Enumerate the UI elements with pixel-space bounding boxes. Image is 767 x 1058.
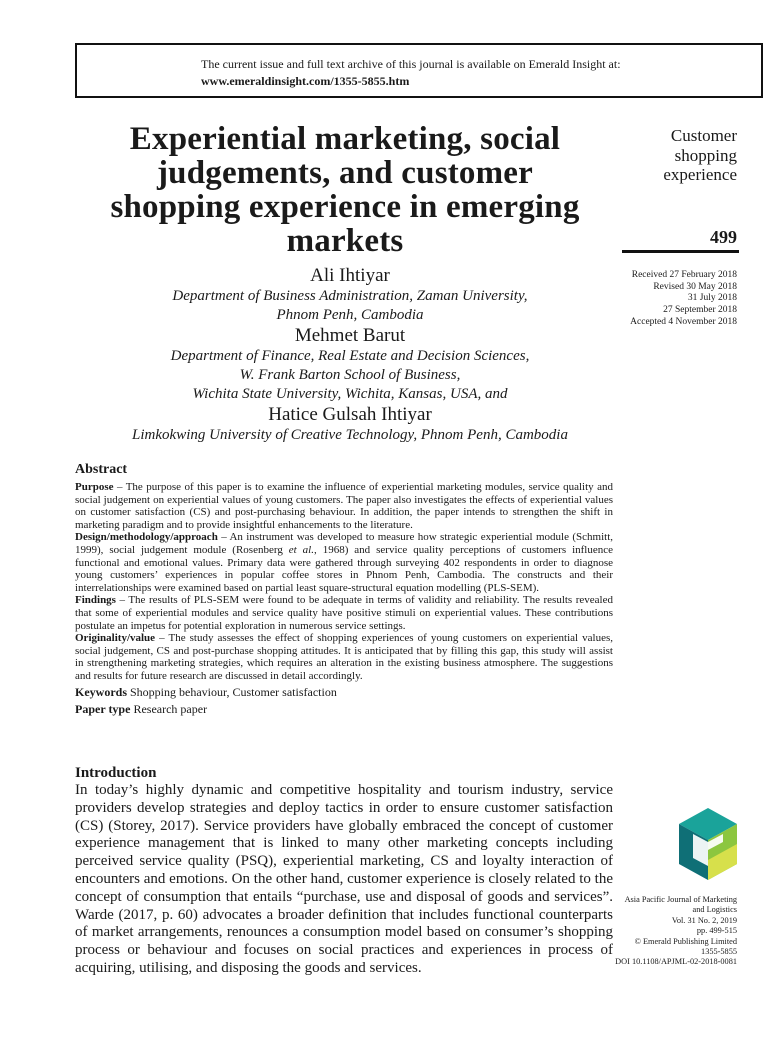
- page-number: 499: [710, 227, 737, 247]
- citation-line: © Emerald Publishing Limited: [634, 936, 737, 946]
- history-line: Received 27 February 2018: [631, 270, 737, 280]
- originality-text: – The study assesses the effect of shopping experiences of young customers on experiential values, social judgement, CS and post-purchase shopping attitudes. It is anticipated that by filling this gap, this study will assist in strengthening marketing strategies, which requires an alteration in the existing business atmosphere. The suggestions and results for future research are discussed in detail accordingly.: [75, 632, 613, 682]
- journal-citation: [600, 895, 737, 968]
- introduction-body: In today’s highly dynamic and competitive hospitality and tourism industry, service providers develop strategies and deploy tactics in order to ensure customer satisfaction (CS) (Storey, 2017). Service providers have globally embraced the concept of customer experience management that is linked to many other marketing concepts including perceived service quality (PSQ), experiential marketing, CS and loyalty interaction of encounters and emotions. On the other hand, customer experience is closely related to the concept of consumption that entails “purchase, use and disposal of goods and services”. Warde (2017, p. 60) advocates a broader definition that includes functional counterparts of market arrangements, renounces a consumption model based on consumer’s shopping process or behaviour and focuses on social practices and experiences in process of acquiring, utilising, and disposing the goods and services.: [75, 782, 613, 976]
- paper-type-text: Research paper: [130, 701, 208, 716]
- citation-line: Vol. 31 No. 2, 2019: [671, 915, 737, 925]
- originality-label: Originality/value: [75, 632, 156, 645]
- design-text: – An instrument was developed to measure how strategic experiential module (Schmitt, 1999), social judgement module (Rosenberg: [75, 531, 613, 556]
- abstract-design: [75, 531, 613, 594]
- banner-text: The current issue and full text archive of this journal is available on Emerald Insight at:: [201, 57, 621, 71]
- author-affiliation: Limkokwing University of Creative Technology, Phnom Penh, Cambodia: [132, 427, 568, 443]
- citation-line: and Logistics: [692, 905, 737, 915]
- paper-type-label: Paper type: [75, 701, 131, 716]
- history-line: 31 July 2018: [687, 293, 737, 304]
- author-affiliation: Department of Business Administration, Zaman University,: [172, 288, 528, 304]
- paper-type: [75, 702, 613, 717]
- design-etal: et al.: [288, 543, 314, 556]
- author-affiliation: Wichita State University, Wichita, Kansas, USA, and: [192, 386, 508, 402]
- history-line: Accepted 4 November 2018: [630, 316, 737, 327]
- author-name: Ali Ihtiyar: [310, 265, 390, 286]
- running-section-title: [600, 126, 737, 185]
- journal-access-banner: [75, 43, 763, 98]
- author-affiliation: Department of Finance, Real Estate and Decision Sciences,: [170, 348, 530, 364]
- section-title-line: Customer: [670, 126, 737, 145]
- citation-line: Asia Pacific Journal of Marketing: [624, 895, 737, 904]
- author-block: [60, 265, 640, 445]
- author-affiliation: W. Frank Barton School of Business,: [239, 367, 461, 383]
- history-line: 27 September 2018: [663, 305, 737, 316]
- abstract-purpose: [75, 481, 613, 531]
- submission-history: [600, 270, 737, 329]
- findings-text: – The results of PLS-SEM were found to be adequate in terms of validity and reliability. The results revealed that some of experiential modules and service quality have positive stimuli on experiential values. These contributions postulate an impetus for potential exploration in numerous service settings.: [75, 594, 613, 632]
- paper-title: Experiential marketing, social judgements, and customer shopping experience in emerging markets: [110, 121, 580, 259]
- abstract-section: [75, 462, 613, 717]
- citation-line: 1355-5855: [701, 947, 737, 957]
- keywords: [75, 685, 613, 700]
- section-title-line: shopping: [674, 145, 737, 165]
- history-line: Revised 30 May 2018: [653, 281, 737, 292]
- citation-line: pp. 499-515: [696, 926, 737, 936]
- abstract-heading: Abstract: [75, 462, 128, 477]
- introduction-section: [75, 764, 613, 978]
- emerald-logo-icon: [677, 806, 739, 882]
- design-text: , 1968) and service quality perceptions of customers influence functional and emotional values. Primary data were gathered through surveying 402 respondents in order to diagnose young customers’ experiences in popular coffee stores in Phnom Penh, Cambodia. The constructs and their interrelationships were examined based on partial least square-structural equation modelling (PLS-SEM).: [75, 543, 613, 594]
- abstract-findings: [75, 594, 613, 632]
- findings-label: Findings: [75, 594, 116, 607]
- sidebar-divider: [622, 250, 739, 253]
- banner-url-link[interactable]: www.emeraldinsight.com/1355-5855.htm: [201, 74, 410, 88]
- purpose-text: – The purpose of this paper is to examine the influence of experiential marketing modules, service quality and social judgement on experiential values of young customers. The paper also investigates the effects of experiential values on customer satisfaction (CS) and post-purchasing behaviour. In addition, the paper intends to strengthen the shift in marketing paradigm and to provide insightful enhancements to the literature.: [75, 481, 613, 531]
- abstract-originality: [75, 632, 613, 682]
- author-name: Hatice Gulsah Ihtiyar: [268, 404, 432, 425]
- introduction-heading: Introduction: [75, 765, 157, 781]
- section-title-line: experience: [663, 165, 737, 184]
- doi-link[interactable]: DOI 10.1108/APJML-02-2018-0081: [615, 957, 737, 967]
- author-name: Mehmet Barut: [294, 325, 406, 346]
- purpose-label: Purpose: [75, 481, 114, 493]
- keywords-text: Shopping behaviour, Customer satisfaction: [127, 684, 337, 699]
- author-affiliation: Phnom Penh, Cambodia: [276, 307, 424, 323]
- design-label: Design/methodology/approach: [75, 531, 218, 544]
- keywords-label: Keywords: [75, 684, 127, 699]
